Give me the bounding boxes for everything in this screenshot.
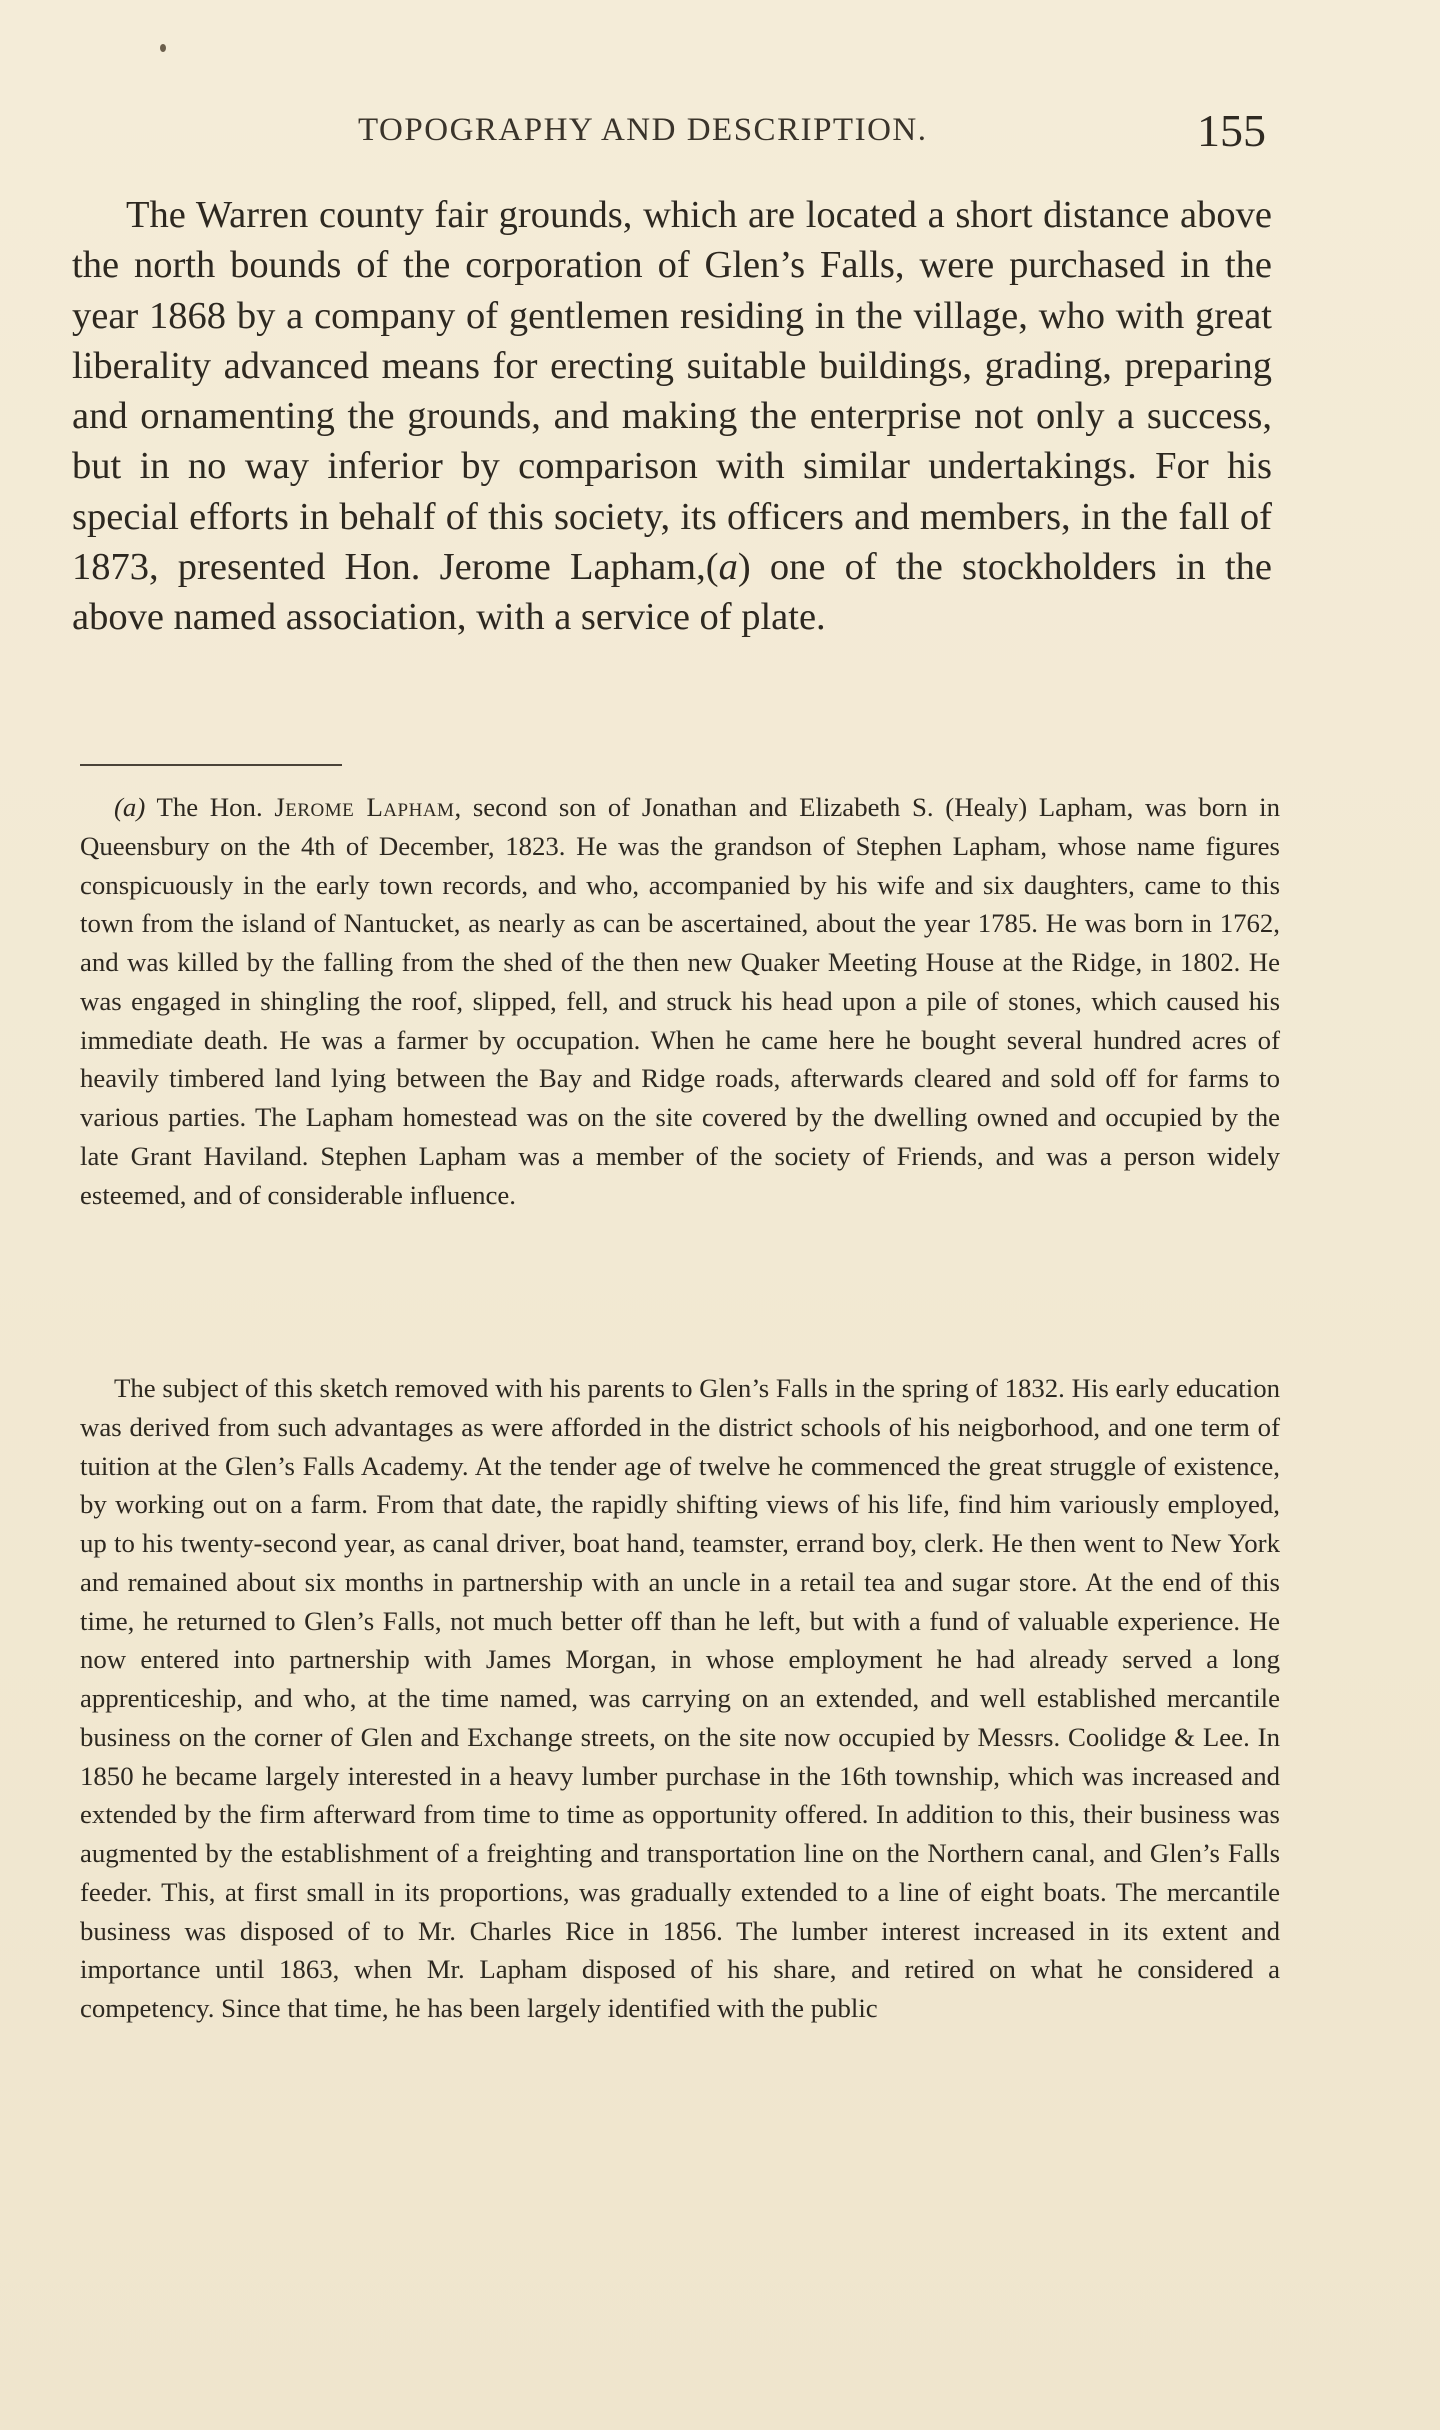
- footnote-paragraph-2: The subject of this sketch removed with his parents to Glen’s Falls in the spring of 1832. His early education was derived from such advantages as were afforded in the district schools of his neigborhood, and one term of tuition at the Glen’s Falls Academy. At the tender age of twelve he commenced the great struggle of existence, by working out on a farm. From that date, the rapidly shifting views of his life, find him variously employed, up to his twenty-second year, as canal driver, boat hand, teamster, errand boy, clerk. He then went to New York and remained about six months in partnership with an uncle in a retail tea and sugar store. At the end of this time, he returned to Glen’s Falls, not much better off than he left, but with a fund of valuable experience. He now entered into partnership with James Morgan, in whose employment he had already served a long apprenticeship, and who, at the time named, was carrying on an extended, and well established mercantile business on the corner of Glen and Exchange streets, on the site now occupied by Messrs. Coolidge & Lee. In 1850 he became largely interested in a heavy lumber purchase in the 16th township, which was increased and extended by the firm afterward from time to time as opportunity offered. In addition to this, their business was augmented by the establishment of a freighting and transportation line on the Northern canal, and Glen’s Falls feeder. This, at first small in its proportions, was gradually extended to a line of eight boats. The mercantile business was disposed of to Mr. Charles Rice in 1856. The lumber interest increased in its extent and importance until 1863, when Mr. Lapham disposed of his share, and retired on what he considered a competency. Since that time, he has been largely identified with the public: [80, 1373, 1280, 2023]
- footnote-reference: a: [718, 546, 738, 589]
- footnote-divider: [80, 764, 342, 766]
- footnote-marker: (a): [114, 792, 146, 822]
- footnote-paragraph-1-text: , second son of Jonathan and Elizabeth S. (Healy) Lapham, was born in Queensbury on the 4th of December, 1823. He was the grandson of Stephen Lapham, whose name figures conspicuously in the early town records, and who, accompanied by his wife and six daughters, came to this town from the island of Nantucket, as nearly as can be ascertained, about the year 1785. He was born in 1762, and was killed by the falling from the shed of the then new Quaker Meeting House at the Ridge, in 1802. He was engaged in shingling the roof, slipped, fell, and struck his head upon a pile of stones, which caused his immediate death. He was a farmer by occupation. When he came here he bought several hundred acres of heavily timbered land lying between the Bay and Ridge roads, afterwards cleared and sold off for farms to various parties. The Lapham homestead was on the site covered by the dwelling owned and occupied by the late Grant Haviland. Stephen Lapham was a member of the society of Friends, and was a person widely esteemed, and of considerable influence.: [80, 792, 1280, 1210]
- ink-speck: [160, 44, 166, 52]
- running-header: [80, 104, 1270, 164]
- main-paragraph-text-end: ) one of the stockholders in the above named association, with a service of plate.: [72, 546, 1272, 639]
- main-paragraph-text-start: The Warren county fair grounds, which are located a short distance above the north bounds of the corporation of Glen’s Falls, were purchased in the year 1868 by a company of gentlemen residing in the village, who with great liberality advanced means for erecting suitable buildings, grading, preparing and ornamenting the grounds, and making the enterprise not only a success, but in no way inferior by comparison with similar undertakings. For his special efforts in behalf of this society, its officers and members, in the fall of 1873, presented Hon. Jerome Lapham,(: [72, 194, 1272, 589]
- footnote-subject-name: Jerome Lapham: [274, 792, 455, 822]
- footnote-lead: The Hon.: [145, 792, 275, 822]
- running-title: TOPOGRAPHY AND DESCRIPTION.: [358, 112, 928, 148]
- footnote-paragraph-1: [80, 788, 1280, 1214]
- main-paragraph: [72, 190, 1272, 643]
- page-number: 155: [1197, 105, 1266, 156]
